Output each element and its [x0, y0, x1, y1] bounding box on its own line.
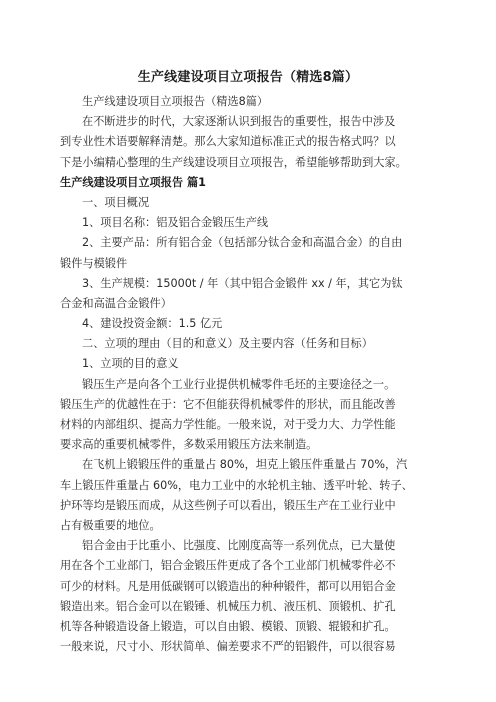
paragraph-line: 护环等均是锻压而成，从这些例子可以看出，锻压生产在工业行业中 [60, 498, 396, 512]
paragraph-line: 材料的内部组织、提高力学性能。一般来说，对于受力大、力学性能 [60, 418, 396, 431]
paragraph-line: 锻压生产是向各个工业行业提供机械零件毛坯的主要途径之一。 [82, 377, 396, 391]
paragraph-line: 生产线建设项目立项报告（精选8篇） [82, 95, 269, 108]
paragraph-line: 1、项目名称：铝及铝合金锻压生产线 [82, 216, 269, 230]
paragraph-line: 要求高的重要机械零件，多数采用锻压方法来制造。 [60, 438, 318, 452]
paragraph-line: 下是小编精心整理的生产线建设项目立项报告，希望能够帮助到大家。 [60, 155, 407, 169]
section-heading: 生产线建设项目立项报告 篇1 [60, 175, 206, 189]
paragraph-line: 2、主要产品：所有铝合金（包括部分钛合金和高温合金）的自由 [82, 236, 403, 250]
paragraph-line: 在飞机上锻锻压件的重量占 80%，坦克上锻压件重量占 70%，汽 [82, 458, 408, 472]
paragraph-line: 一、项目概况 [82, 195, 150, 209]
paragraph-line: 占有极重要的地位。 [60, 518, 161, 532]
paragraph-line: 3、生产规模：15000t / 年（其中铝合金锻件 xx / 年，其它为钛 [82, 276, 403, 290]
paragraph-line: 到专业性术语要解释清楚。那么大家知道标准正式的报告格式吗？以 [60, 135, 396, 149]
paragraph-line: 可少的材料。凡是用低碳钢可以锻造出的种种锻件，都可以用铝合金 [60, 579, 396, 593]
paragraph-line: 二、立项的理由（目的和意义）及主要内容（任务和目标） [82, 337, 373, 351]
paragraph-line: 1、立项的目的意义 [82, 357, 179, 371]
paragraph-line: 锻件与模锻件 [60, 256, 128, 270]
paragraph-line: 合金和高温合金锻件） [60, 296, 172, 310]
paragraph-line: 铝合金由于比重小、比强度、比刚度高等一系列优点，已大量使 [82, 539, 396, 553]
document-title: 生产线建设项目立项报告（精选8篇） [137, 70, 359, 85]
paragraph-line: 4、建设投资金额：1.5 亿元 [82, 317, 223, 331]
paragraph-line: 锻造出来。铝合金可以在锻锤、机械压力机、液压机、顶锻机、扩孔 [60, 599, 396, 613]
paragraph-line: 一般来说，尺寸小、形状简单、偏差要求不严的铝锻件，可以很容易 [60, 640, 396, 654]
paragraph-line: 在不断进步的时代，大家逐渐认识到报告的重要性，报告中涉及 [82, 115, 396, 129]
document-body [60, 92, 440, 657]
paragraph-line: 车上锻压件重量占 60%，电力工业中的水轮机主轴、透平叶轮、转子、 [60, 478, 413, 492]
paragraph-line: 锻压生产的优越性在于：它不但能获得机械零件的形状，而且能改善 [60, 397, 396, 411]
paragraph-line: 用在各个工业部门，铝合金锻压件更成了各个工业部门机械零件必不 [60, 559, 396, 573]
paragraph-line: 机等各种锻造设备上锻造，可以自由锻、模锻、顶锻、辊锻和扩孔。 [60, 619, 396, 633]
